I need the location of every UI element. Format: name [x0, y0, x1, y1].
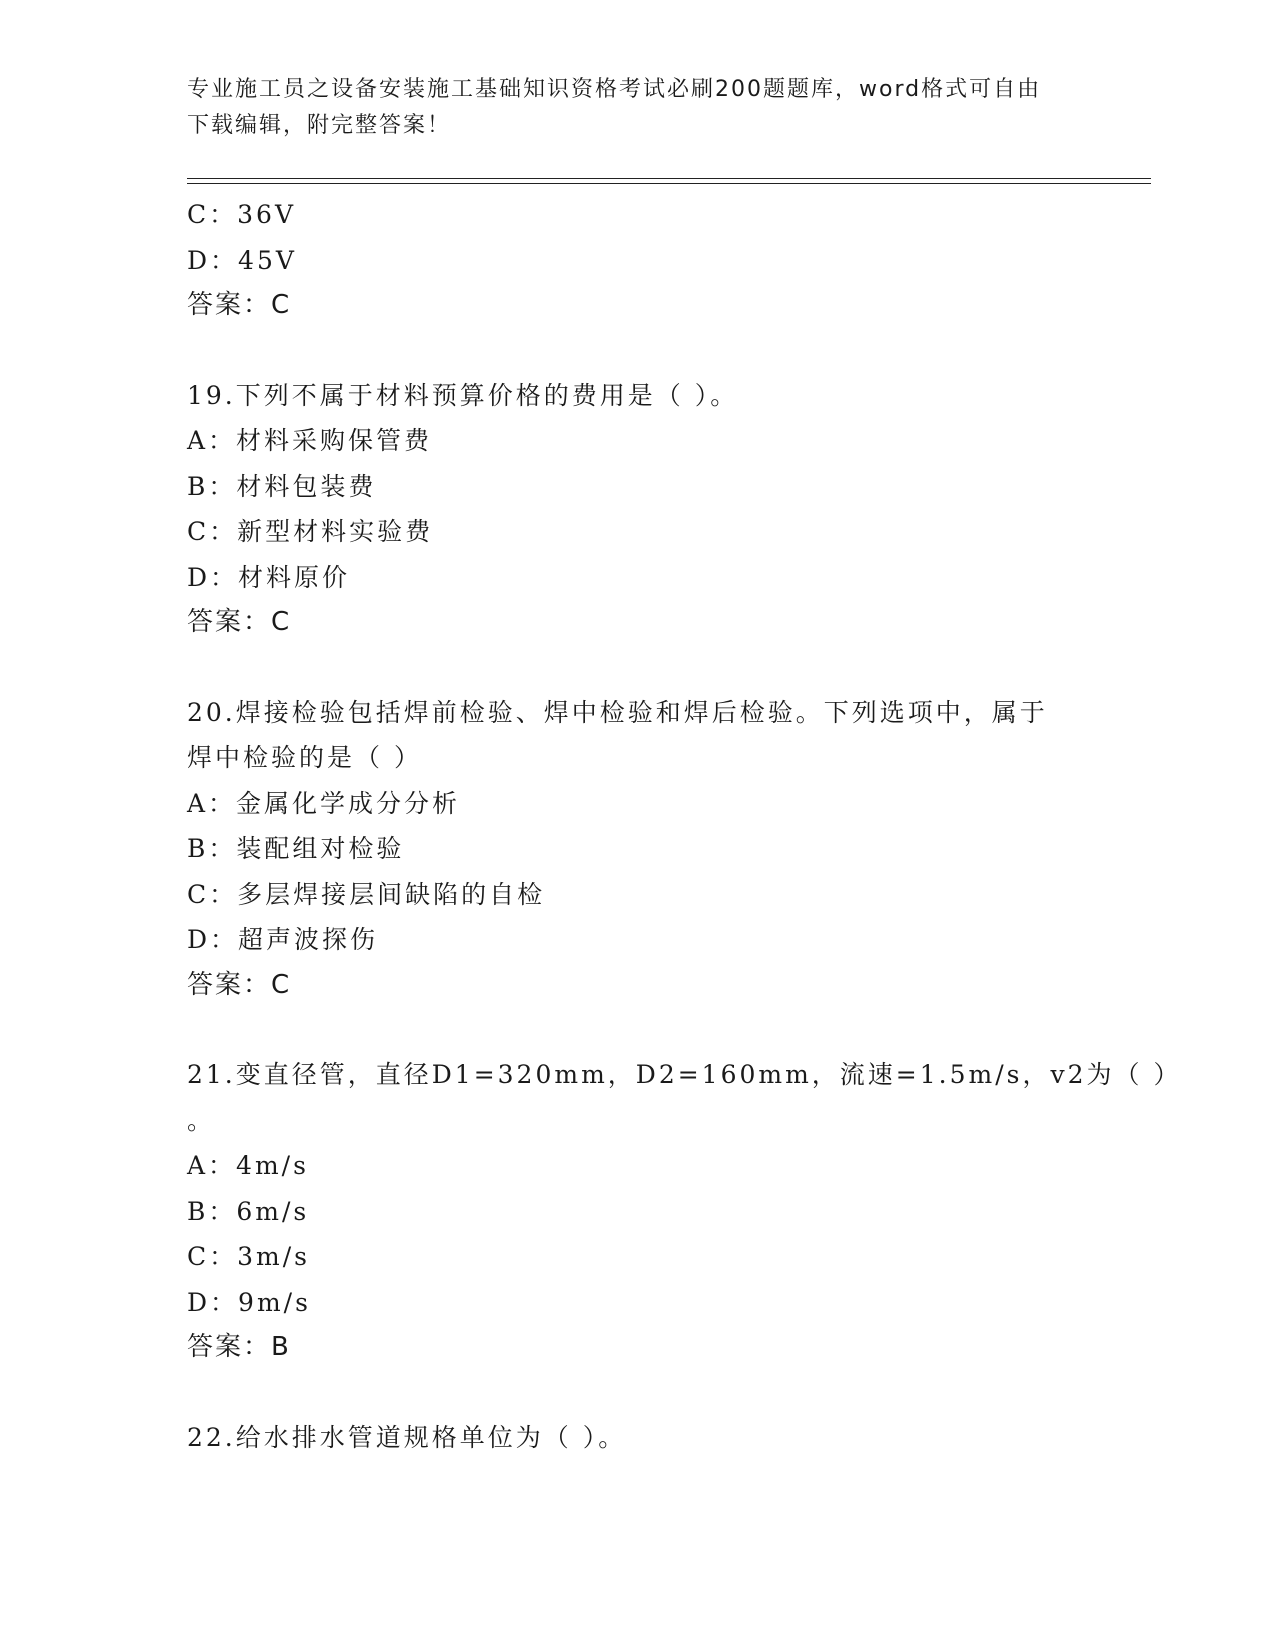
- question-stem: 19.下列不属于材料预算价格的费用是（ ）。: [187, 380, 739, 410]
- option-a: A：金属化学成分分析: [187, 788, 461, 818]
- answer-line: 答案：B: [187, 1332, 291, 1362]
- option-d: D：9m/s: [187, 1287, 311, 1317]
- question-21: [187, 1052, 1182, 1371]
- option-d: D：材料原价: [187, 562, 351, 592]
- answer-line: 答案：C: [187, 607, 292, 637]
- option-b: B：装配组对检验: [187, 834, 405, 863]
- question-stem-continued: 。: [187, 1105, 216, 1135]
- question-list: [187, 192, 1182, 1460]
- answer-line: 答案：C: [187, 969, 292, 1000]
- option-a: A：4m/s: [187, 1151, 309, 1180]
- option-a: A：材料采购保管费: [187, 426, 433, 455]
- question-18-continued: [187, 192, 1087, 329]
- question-stem: 20.焊接检验包括焊前检验、焊中检验和焊后检验。下列选项中，属于: [187, 697, 1048, 727]
- question-stem: 21.变直径管，直径D1=320mm，D2=160mm，流速=1.5m/s，v2为（ ）: [187, 1060, 1182, 1089]
- question-20: [187, 690, 1087, 1009]
- option-b: B：6m/s: [187, 1196, 310, 1226]
- option-c: C：3m/s: [187, 1242, 310, 1271]
- option-b: B：材料包装费: [187, 471, 377, 501]
- question-stem-continued: 焊中检验的是（ ）: [187, 743, 422, 772]
- option-c: C：新型材料实验费: [187, 517, 434, 546]
- header-line-1: 专业施工员之设备安装施工基础知识资格考试必刷200题题库，word格式可自由: [187, 77, 1042, 102]
- header-divider-bottom: [187, 183, 1151, 184]
- document-header: [187, 72, 1087, 144]
- option-d: D：45V: [187, 245, 297, 275]
- answer-line: 答案：C: [187, 290, 292, 320]
- option-c: C：多层焊接层间缺陷的自检: [187, 879, 546, 909]
- option-d: D：超声波探伤: [187, 925, 379, 954]
- question-stem: 22.给水排水管道规格单位为（ ）。: [187, 1422, 627, 1452]
- question-19: [187, 373, 1087, 646]
- question-22: [187, 1415, 1087, 1461]
- header-divider-top: [187, 178, 1151, 179]
- header-line-2: 下载编辑，附完整答案！: [187, 113, 452, 138]
- option-c: C：36V: [187, 200, 296, 229]
